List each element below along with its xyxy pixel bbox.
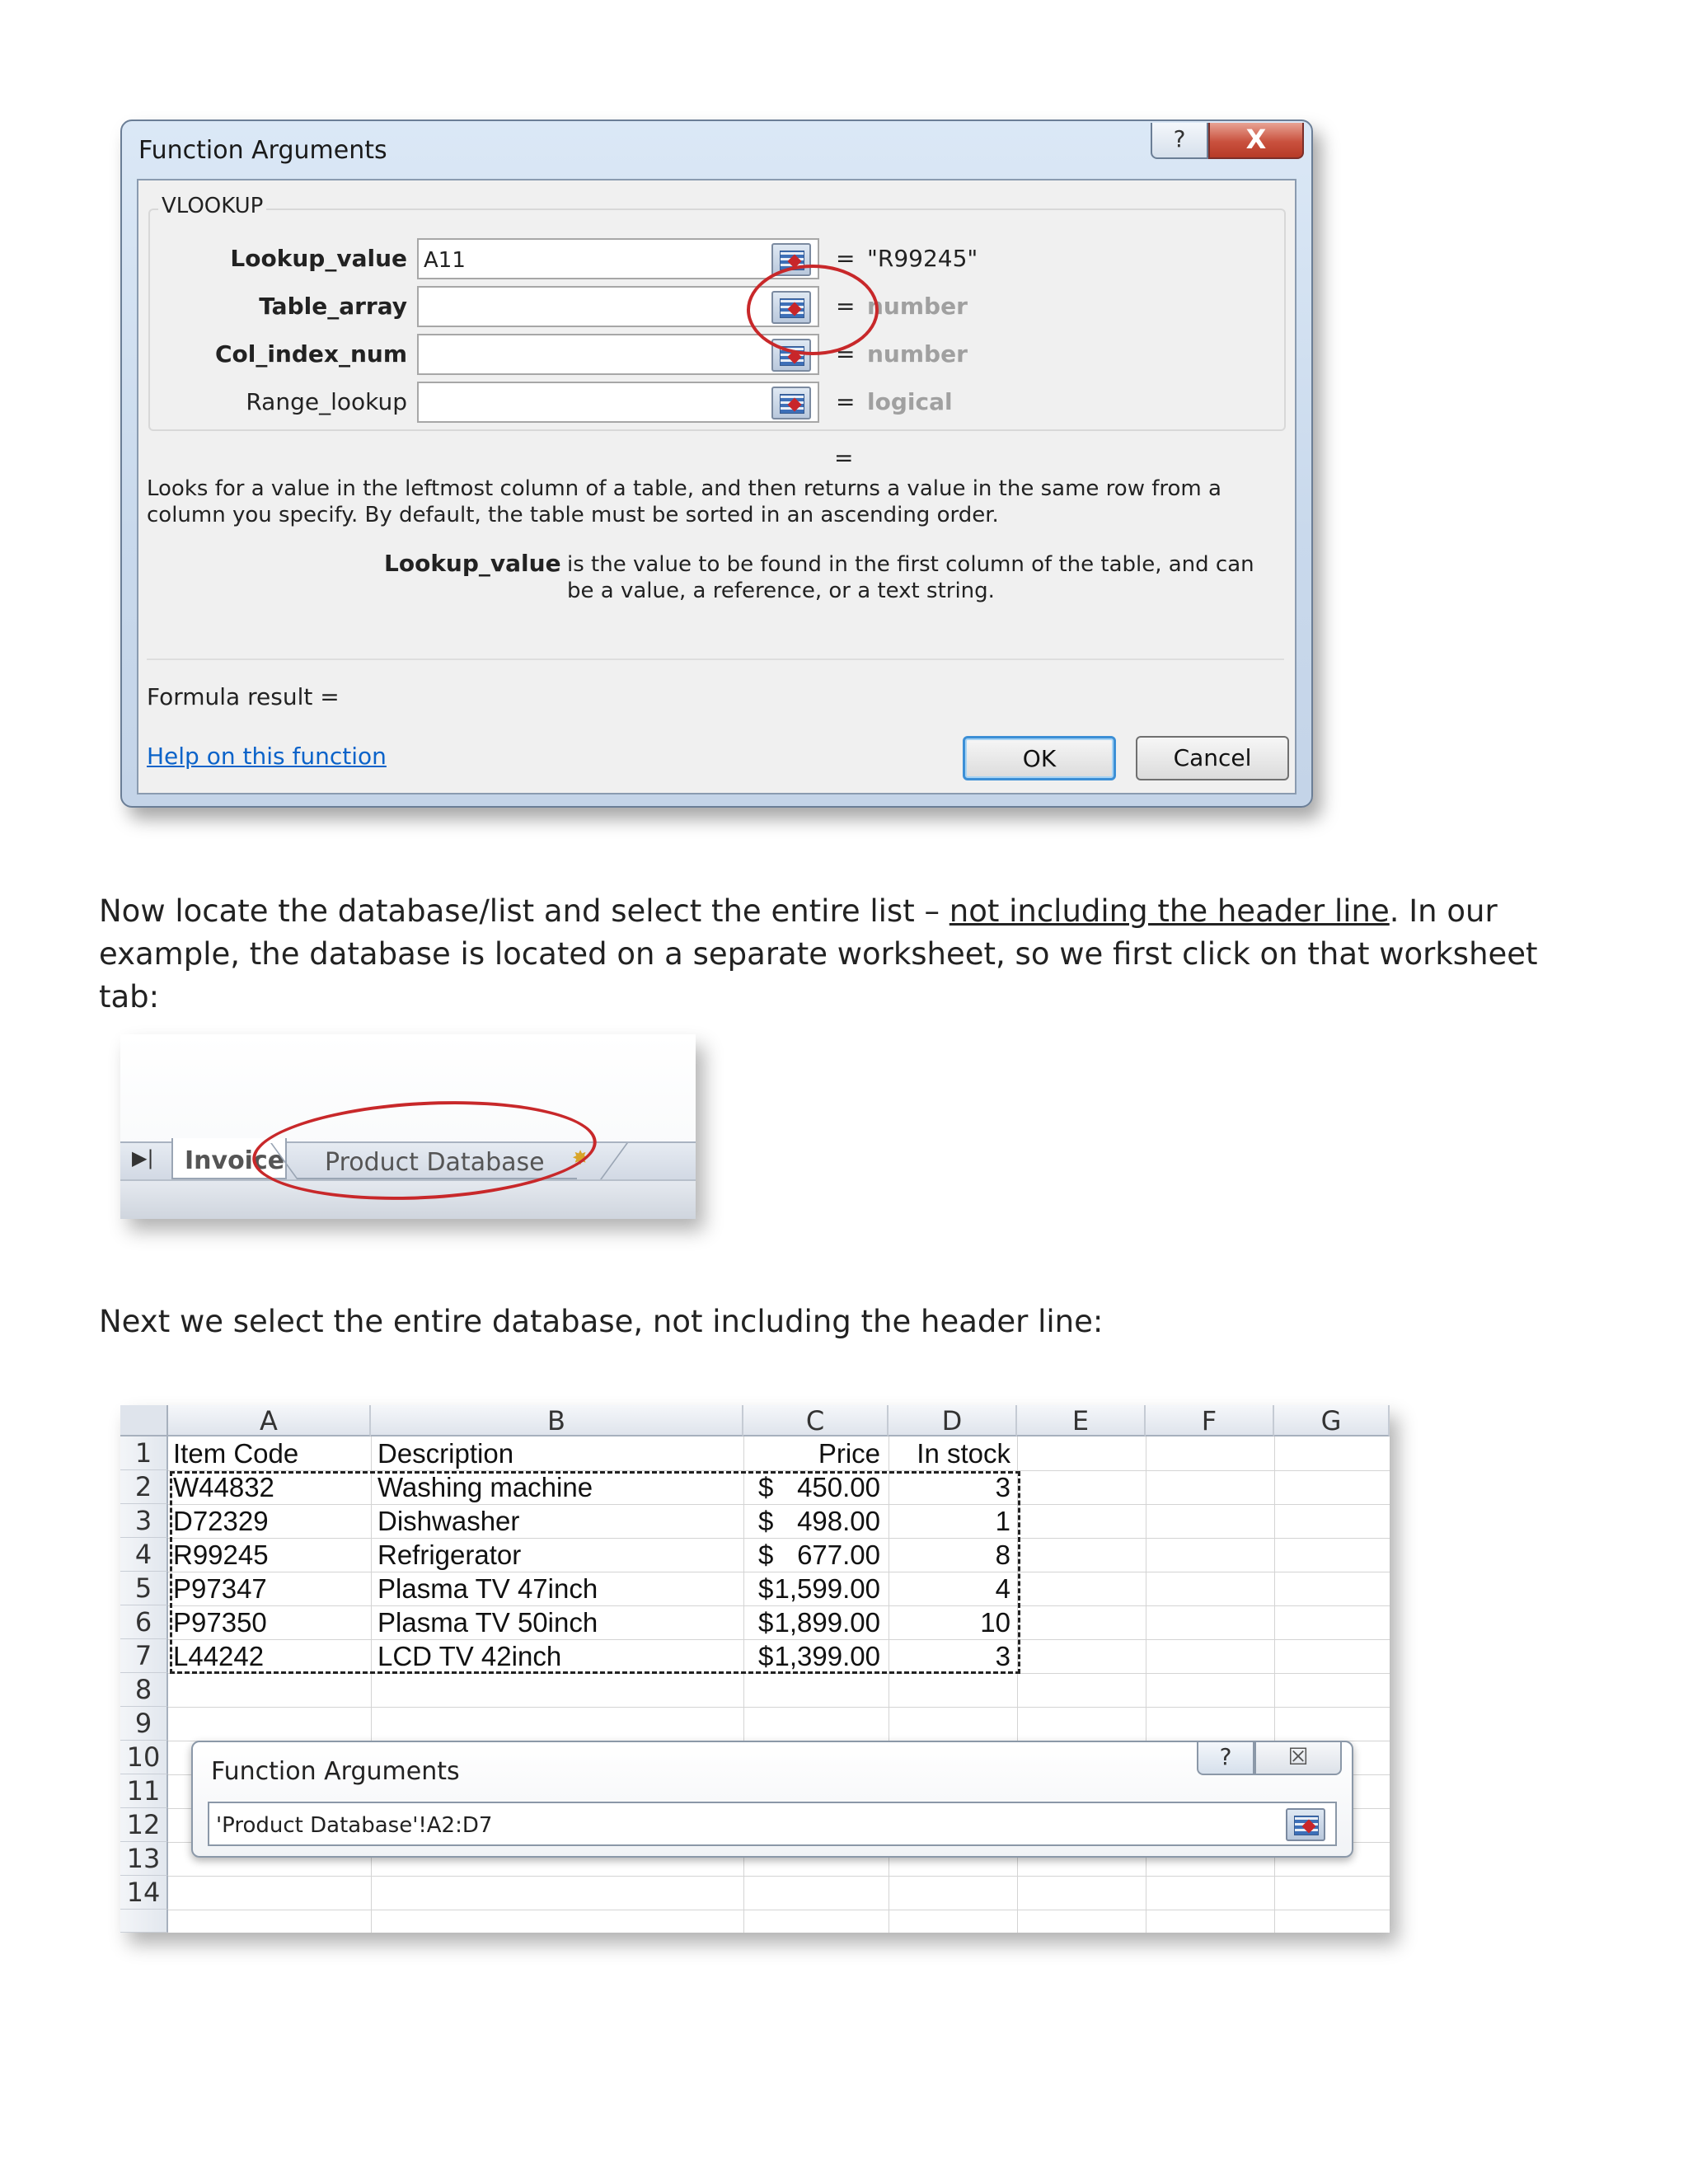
select-all-corner[interactable]: [120, 1405, 168, 1436]
arg-row-range-lookup: [150, 382, 1287, 423]
cell-item-code[interactable]: P97350: [173, 1607, 267, 1638]
range-reference-text: 'Product Database'!A2:D7: [216, 1813, 493, 1838]
help-button[interactable]: ?: [1151, 123, 1208, 159]
cell-price[interactable]: 450.00: [797, 1472, 880, 1502]
ok-button[interactable]: OK: [963, 736, 1116, 780]
row-header[interactable]: 3: [120, 1504, 168, 1538]
row-header[interactable]: 11: [120, 1774, 168, 1808]
cell-item-code[interactable]: P97347: [173, 1573, 267, 1604]
column-header[interactable]: F: [1146, 1405, 1274, 1436]
cell-price[interactable]: 1,599.00: [774, 1573, 880, 1604]
selection-marquee: [170, 1471, 1020, 1674]
grid-line: [168, 1876, 1390, 1877]
cell-description[interactable]: LCD TV 42inch: [377, 1641, 562, 1671]
cell-header-item-code[interactable]: Item Code: [173, 1438, 299, 1469]
arg-help-text: is the value to be found in the first column of the table, and can be a value, a reference, or a text string.: [567, 552, 1254, 603]
help-button[interactable]: ?: [1197, 1742, 1254, 1775]
close-button[interactable]: ☒: [1254, 1742, 1342, 1775]
instruction-paragraph-2: Next we select the entire database, not including the header line:: [99, 1304, 1104, 1339]
cell-in-stock[interactable]: 10: [980, 1607, 1010, 1638]
arg-result: "R99245": [867, 245, 978, 272]
para1-text-before: Now locate the database/list and select the entire list –: [99, 893, 950, 929]
row-header[interactable]: 1: [120, 1436, 168, 1470]
function-group: [148, 194, 1286, 431]
cell-price[interactable]: 1,399.00: [774, 1641, 880, 1671]
arg-label: Table_array: [259, 293, 407, 320]
formula-result: Formula result =: [147, 683, 340, 710]
row-header[interactable]: 6: [120, 1605, 168, 1639]
column-header[interactable]: G: [1274, 1405, 1390, 1436]
row-header[interactable]: 13: [120, 1842, 168, 1876]
row-header[interactable]: 7: [120, 1639, 168, 1673]
help-on-function-link[interactable]: Help on this function: [147, 743, 387, 770]
arg-row-col-index-num: [150, 334, 1287, 375]
lookup-value-input[interactable]: A11: [417, 238, 819, 279]
cell-price-currency: $: [758, 1607, 774, 1638]
equals-sign: =: [836, 388, 856, 415]
arg-row-lookup-value: [150, 238, 1287, 279]
column-header[interactable]: E: [1017, 1405, 1146, 1436]
dialog-title: Function Arguments: [138, 136, 387, 165]
instruction-paragraph-1: [99, 890, 1599, 1019]
cell-description[interactable]: Plasma TV 50inch: [377, 1607, 598, 1638]
overall-equals-sign: =: [834, 444, 854, 471]
close-button[interactable]: X: [1208, 123, 1304, 159]
cancel-button[interactable]: Cancel: [1136, 736, 1289, 780]
divider: [147, 658, 1284, 660]
cell-description[interactable]: Washing machine: [377, 1472, 593, 1502]
column-header[interactable]: B: [371, 1405, 743, 1436]
cell-price-currency: $: [758, 1573, 774, 1604]
para1-underlined: not including the header line: [949, 893, 1390, 929]
cell-price[interactable]: 677.00: [797, 1540, 880, 1570]
cell-in-stock[interactable]: 3: [995, 1641, 1010, 1671]
row-header[interactable]: 12: [120, 1808, 168, 1842]
arg-label: Lookup_value: [230, 245, 407, 272]
function-name: VLOOKUP: [158, 194, 266, 218]
range-lookup-input[interactable]: [417, 382, 819, 423]
row-header[interactable]: 8: [120, 1673, 168, 1707]
column-header[interactable]: A: [168, 1405, 371, 1436]
cell-description[interactable]: Dishwasher: [377, 1506, 520, 1536]
arg-result: number: [867, 340, 968, 368]
cell-header-price[interactable]: Price: [818, 1438, 880, 1469]
arg-label: Range_lookup: [246, 388, 407, 415]
function-description: Looks for a value in the leftmost column of a table, and then returns a value in the same row from a column you specify. By default, the table must be sorted in an ascending order.: [147, 476, 1221, 527]
sheet-tabs-screenshot: [120, 1034, 696, 1219]
range-reference-input[interactable]: [208, 1802, 1337, 1846]
row-header[interactable]: 14: [120, 1876, 168, 1910]
dialog-title: Function Arguments: [211, 1757, 460, 1786]
arg-result: logical: [867, 388, 953, 415]
function-arguments-dialog: [120, 120, 1313, 808]
row-header[interactable]: 10: [120, 1741, 168, 1774]
row-header[interactable]: 2: [120, 1470, 168, 1504]
expand-dialog-icon[interactable]: [1286, 1808, 1325, 1841]
cell-description[interactable]: Plasma TV 47inch: [377, 1573, 598, 1604]
cell-header-description[interactable]: Description: [377, 1438, 514, 1469]
arg-label: Col_index_num: [214, 340, 407, 368]
cell-item-code[interactable]: L44242: [173, 1641, 265, 1671]
cell-price[interactable]: 1,899.00: [774, 1607, 880, 1638]
arg-help-name: Lookup_value: [384, 550, 561, 577]
spreadsheet-screenshot: [120, 1405, 1390, 1933]
dialog-body: [137, 179, 1296, 794]
column-header[interactable]: D: [889, 1405, 1017, 1436]
cell-item-code[interactable]: R99245: [173, 1540, 269, 1570]
insert-worksheet-icon[interactable]: ✸: [572, 1146, 589, 1169]
cell-in-stock[interactable]: 3: [995, 1472, 1010, 1502]
row-header[interactable]: 5: [120, 1572, 168, 1605]
equals-sign: =: [836, 245, 856, 272]
equals-sign: =: [836, 340, 856, 368]
scroll-last-sheet-icon[interactable]: ▶|: [132, 1146, 154, 1169]
tab-product-database[interactable]: Product Database: [297, 1143, 577, 1179]
para1-text-after: . In our example, the database is located on a separate worksheet, so we first click on that worksheet tab:: [99, 893, 1538, 1015]
row-header[interactable]: [120, 1910, 168, 1933]
column-header[interactable]: C: [743, 1405, 889, 1436]
grid-line: [1274, 1436, 1275, 1933]
highlight-ellipse: [747, 265, 879, 355]
cell-price[interactable]: 498.00: [797, 1506, 880, 1536]
cell-in-stock[interactable]: 8: [995, 1540, 1010, 1570]
row-header[interactable]: 4: [120, 1538, 168, 1572]
cell-header-in-stock[interactable]: In stock: [917, 1438, 1010, 1469]
cell-price-currency: $: [758, 1641, 774, 1671]
cell-price-currency: $: [758, 1472, 774, 1502]
cell-in-stock[interactable]: 4: [995, 1573, 1010, 1604]
collapsed-function-arguments-dialog: [191, 1741, 1353, 1858]
collapse-dialog-icon[interactable]: [771, 387, 811, 419]
equals-sign: =: [836, 293, 856, 320]
cell-item-code[interactable]: D72329: [173, 1506, 269, 1536]
arg-row-table-array: [150, 286, 1287, 327]
cell-price-currency: $: [758, 1540, 774, 1570]
arg-result: number: [867, 293, 968, 320]
cell-item-code[interactable]: W44832: [173, 1472, 274, 1502]
cell-price-currency: $: [758, 1506, 774, 1536]
row-header[interactable]: 9: [120, 1707, 168, 1741]
cell-in-stock[interactable]: 1: [995, 1506, 1010, 1536]
tab-invoice[interactable]: Invoice: [171, 1138, 287, 1179]
grid-line: [168, 1707, 1390, 1708]
col-index-num-input[interactable]: [417, 334, 819, 375]
cell-description[interactable]: Refrigerator: [377, 1540, 522, 1570]
